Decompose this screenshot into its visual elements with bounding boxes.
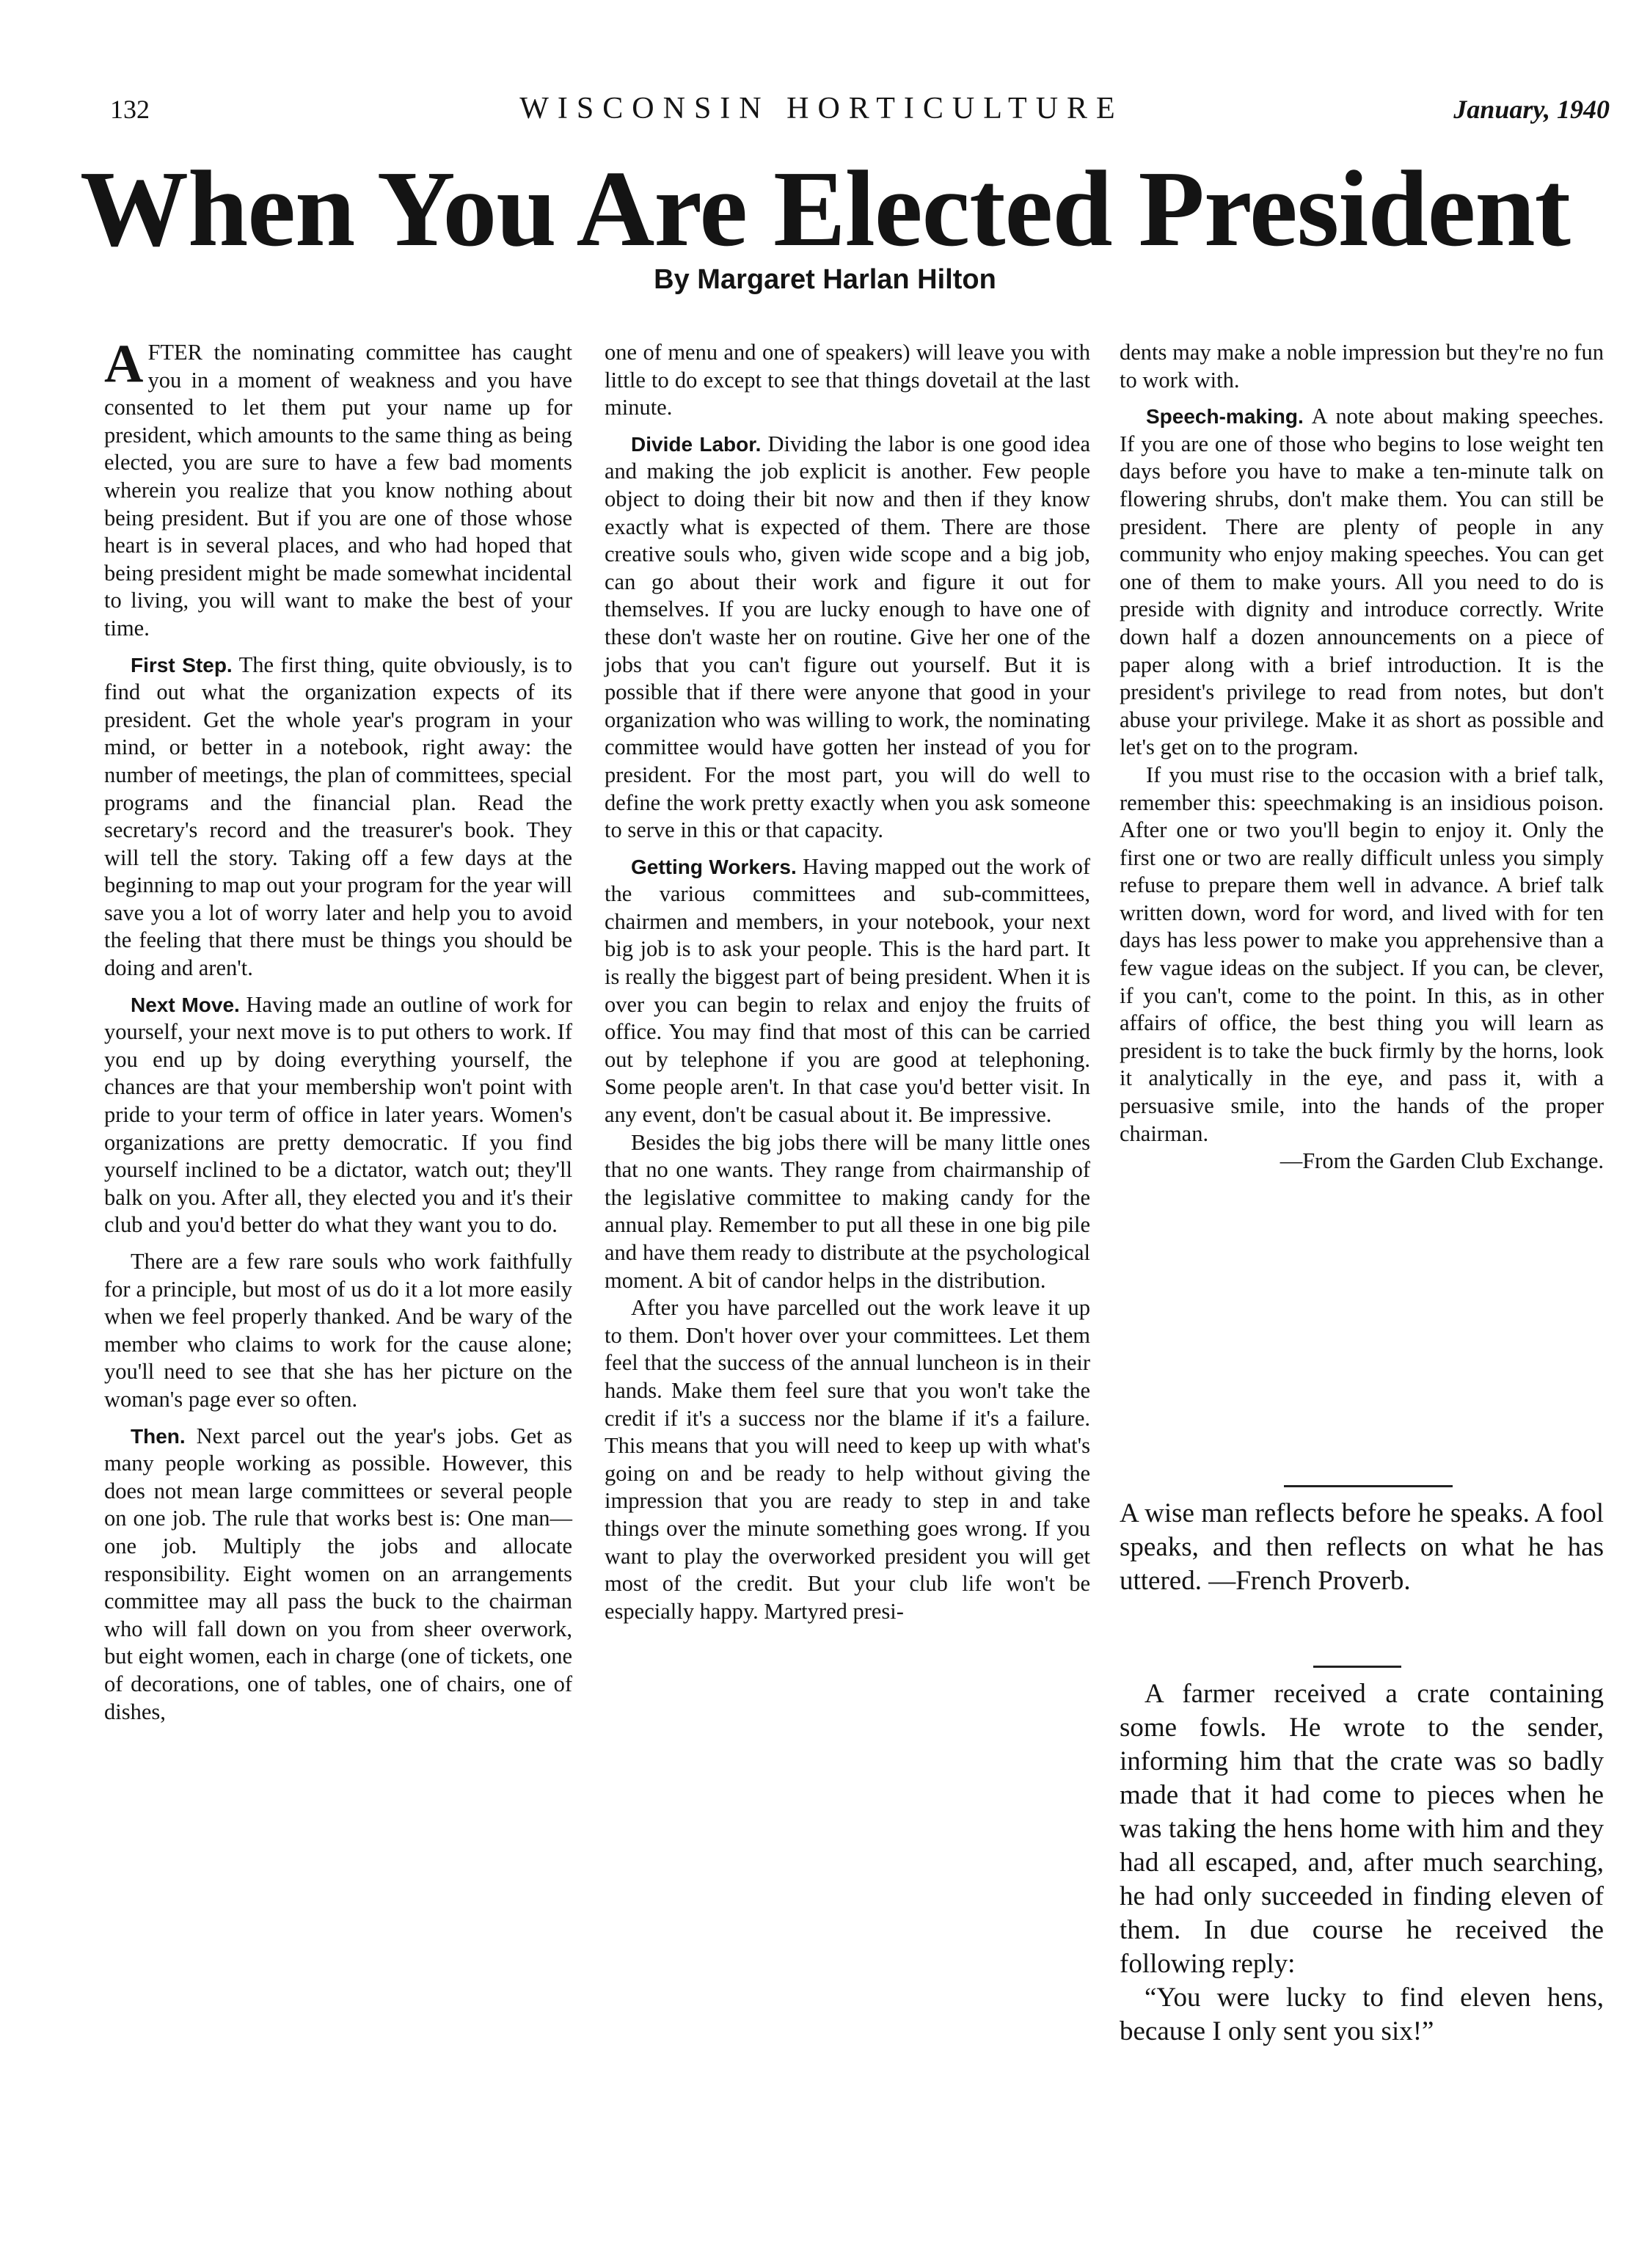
- divide-labor-text: Dividing the labor is one good idea and making the job explicit is another. Few people object to doing their bit now and then if they know exactly what is expected of them. There are those creative souls who, given wide scope and a big job, can go about their work and figure it out for themselves. If you are lucky enough to have one of these don't waste her on routine. Give her one of the jobs that you can't figure out yourself. But it is possible that if there were anyone that good in your organization who was willing to work, the nominating committee would have gotten her instead of you for president. For the most part, you will do well to define the work pretty exactly when you ask someone to serve in this or that capacity.: [605, 431, 1090, 843]
- paragraph-rise: If you must rise to the occasion with a brief talk, remember this: speechmaking is an insidious poison. After one or two you'll begin to enjoy it. Only the first one or two are really difficult unless you simply refuse to prepare them well in advance. A brief talk written down, word for word, and lived with for ten days has less power to make you apprehensive than a few vague ideas on the subject. If you can, be clever, if you can't, come to the point. In this, as in other affairs of office, the best thing you will learn as president is to take the buck firmly by the horns, look it analytically in the eye, and pass it, with a persuasive smile, into the hands of the proper chairman.: [1120, 762, 1604, 1146]
- paragraph-after: After you have parcelled out the work leave it up to them. Don't hover over your committees. Let them feel that the success of the annual luncheon is in their hands. Make them feel sure that you won't take the credit if it's a success nor the blame if it's a failure. This means that you will need to keep up with what's going on and be ready to help without giving the impression that you are ready to step in and take things over the minute something goes wrong. If you want to play the overworked president you will get most of the credit. But your club life won't be especially happy. Martyred presi-: [605, 1295, 1090, 1624]
- intro-paragraph: [104, 334, 572, 643]
- paragraph-divide-labor: [605, 431, 1090, 845]
- article-byline: By Margaret Harlan Hilton: [654, 264, 996, 295]
- heading-speech-making: Speech-making.: [1146, 405, 1304, 429]
- heading-first-step: First Step.: [131, 653, 233, 677]
- anecdote-reply: “You were lucky to find eleven hens, because I only sent you six!”: [1120, 1983, 1604, 2046]
- issue-date: January, 1940: [1453, 95, 1610, 124]
- divider-rule: [1313, 1666, 1401, 1668]
- paragraph-rare-souls: There are a few rare souls who work faithfully for a principle, but most of us do it a lot more easily when we feel properly thanked. And be wary of the member who claims to work for the cause alone; you'll need to see that she has her picture on the woman's page ever so often.: [104, 1249, 572, 1412]
- divider-rule: [1284, 1485, 1453, 1487]
- next-move-text: Having made an outline of work for yourself, your next move is to put others to work. If you end up by doing everything yourself, the chances are that your membership won't point with pride to your term of office in later years. Women's organizations are pretty democratic. If you find yourself inclined to be a dictator, watch out; they'll balk on you. After all, they elected you and it's their club and you'd better do what they want you to do.: [104, 991, 572, 1238]
- paragraph-speech-making: [1120, 403, 1604, 762]
- paragraph-then: [104, 1423, 572, 1726]
- article-column-2: [605, 339, 1090, 1625]
- paragraph-first-step: [104, 652, 572, 982]
- article-source: —From the Garden Club Exchange.: [1280, 1148, 1604, 1174]
- proverb-filler: [1120, 1497, 1604, 1598]
- paragraph-getting-workers: [605, 853, 1090, 1129]
- article-title: When You Are Elected President: [80, 149, 1570, 269]
- heading-then: Then.: [131, 1424, 186, 1448]
- proverb-text: A wise man reflects before he speaks. A fool speaks, and then reflects on what he has uttered. —French Proverb.: [1120, 1498, 1604, 1596]
- paragraph-besides: Besides the big jobs there will be many little ones that no one wants. They range from chairmanship of the legislative committee to making candy for the annual play. Remember to put all these in one big pile and have them ready to distribute at the psychological moment. A bit of candor helps in the distribution.: [605, 1129, 1090, 1293]
- paragraph-after-continued: dents may make a noble impression but they're no fun to work with.: [1120, 340, 1604, 393]
- paragraph-then-continued: one of menu and one of speakers) will leave you with little to do except to see that things dovetail at the last minute.: [605, 340, 1090, 420]
- page-number: 132: [110, 95, 150, 124]
- then-text: Next parcel out the year's jobs. Get as many people working as possible. However, this does not mean large committees or several people on one job. The rule that works best is: One man—one job. Multiply the jobs and allocate responsibility. Eight women on an arrangements committee may all pass the buck to the chairman who will fall down on you from sheer overwork, but eight women, each in charge (one of tickets, one of decorations, one of tables, one of chairs, one of dishes,: [104, 1423, 573, 1724]
- heading-getting-workers: Getting Workers.: [631, 855, 797, 878]
- paragraph-next-move: [104, 991, 572, 1239]
- anecdote-text: A farmer received a crate containing some fowls. He wrote to the sender, informing him that the crate was so badly made that it had come to pieces when he was taking the hens home with him and they had all escaped, and, after much searching, he had only succeeded in finding eleven of them. In due course he received the following reply:: [1120, 1679, 1604, 1979]
- intro-text: FTER the nominating committee has caught you in a moment of weakness and you have consented to let them put your name up for president, which amounts to the same thing as being elected, you are sure to have a few bad moments wherein you realize that you know nothing about being president. But if you are one of those whose heart is in several places, and who had hoped that being president might be made somewhat incidental to living, you will want to make the best of your time.: [104, 340, 572, 641]
- speech-making-text: A note about making speeches. If you are one of those who begins to lose weight ten days before you have to make a ten-minute talk on flowering shrubs, don't make them. You can still be president. There are plenty of people in any community who enjoy making speeches. You can get one of them to make yours. All you need to do is preside with dignity and introduce correctly. Write down half a dozen announcements on a piece of paper along with a brief introduction. It is the president's privilege to read from notes, but don't abuse your privilege. Make it as short as possible and let's get on to the program.: [1120, 404, 1604, 760]
- heading-divide-labor: Divide Labor.: [631, 432, 762, 456]
- article-column-1: [104, 334, 573, 1726]
- drop-cap: A: [104, 334, 144, 394]
- anecdote-filler: [1120, 1677, 1604, 2049]
- first-step-text: The first thing, quite obviously, is to find out what the organization expects of its president. Get the whole year's program in your mind, or better in a notebook, right away: the number of meetings, the plan of committees, special programs and the financial plan. Read the secretary's record and the treasurer's book. They will tell the story. Taking off a few days at the beginning to map out your program for the year will save you a lot of worry later and help you to avoid the feeling that there must be things you should be doing and aren't.: [104, 652, 572, 981]
- article-column-3: [1120, 339, 1604, 1175]
- heading-next-move: Next Move.: [131, 993, 240, 1016]
- publication-title: WISCONSIN HORTICULTURE: [519, 92, 1124, 125]
- getting-workers-text: Having mapped out the work of the various committees and sub-committees, chairmen and members, in your notebook, your next big job is to ask your people. This is the hard part. It is really the biggest part of being president. When it is over you can begin to relax and enjoy the fruits of office. You may find that most of this can be carried out by telephone if you are good at telephoning. Some people aren't. In that case you'd better visit. In any event, don't be casual about it. Be impressive.: [605, 853, 1090, 1128]
